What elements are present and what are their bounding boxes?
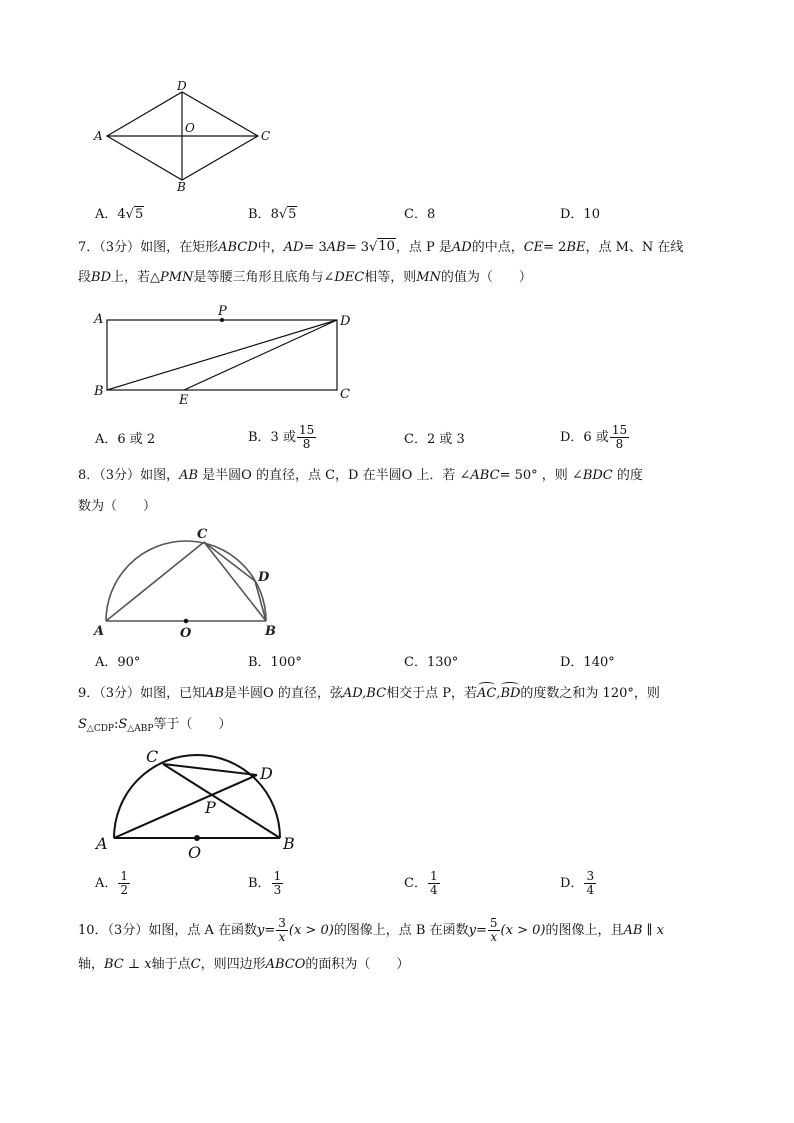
chord-ac <box>106 542 204 621</box>
label-d: D <box>177 80 187 93</box>
q9-option-a[interactable]: A． $\frac{1}{2}$ <box>95 869 129 897</box>
label-e: E <box>179 393 189 408</box>
figure-q7-rectangle <box>88 300 368 410</box>
figure-q8-semicircle <box>88 525 288 643</box>
label-a: A <box>94 624 105 639</box>
q9-option-b[interactable]: B． $\frac{1}{3}$ <box>248 869 282 897</box>
q8-option-b[interactable]: B．100° <box>248 655 302 670</box>
label-p: P <box>218 304 227 319</box>
label-b: B <box>177 180 186 194</box>
q10-stem-line2: 轴，BC ⊥ x轴于点C，则四边形ABCO的面积为（ ） <box>78 957 410 972</box>
q6-option-a[interactable]: A．4 √ 5 <box>95 207 144 222</box>
chord-cb <box>204 542 266 621</box>
semicircle-arc <box>106 541 266 621</box>
q10-stem-line1: 10．（3分）如图，点 A 在函数y= $\frac{3}{x}$ (x > 0)的图像上，点 B 在函数y= $\frac{5}{x}$ (x > 0)的图像上，且AB ∥ x <box>78 916 664 944</box>
label-d: D <box>260 764 273 783</box>
center-o <box>194 835 200 841</box>
q6-option-b[interactable]: B．8 √ 5 <box>248 207 297 222</box>
label-o: O <box>185 121 195 135</box>
q8-stem-line2: 数为（ ） <box>78 499 157 514</box>
q7-stem-line1: 7．（3分）如图，在矩形ABCD中，AD= 3AB= 3 √ 10 ，点 P 是AD的中点，CE= 2BE，点 M、N 在线 <box>78 239 684 255</box>
label-d: D <box>340 314 351 329</box>
label-b: B <box>94 384 104 399</box>
q7-option-d[interactable]: D．6 或 $\frac{15}{8}$ <box>560 423 628 451</box>
q6-option-c[interactable]: C．8 <box>404 207 436 222</box>
label-c: C <box>261 129 271 143</box>
q8-option-a[interactable]: A．90° <box>95 655 141 670</box>
label-c: C <box>340 387 350 402</box>
label-c: C <box>197 527 208 542</box>
figure-q9-semicircle <box>90 740 310 865</box>
figure-q6-rhombus <box>90 80 280 195</box>
label-p: P <box>205 798 216 817</box>
label-a: A <box>94 129 103 143</box>
label-b: B <box>283 834 295 853</box>
label-a: A <box>96 834 108 853</box>
label-b: B <box>265 624 276 639</box>
q7-option-c[interactable]: C．2 或 3 <box>404 432 465 447</box>
center-o <box>184 619 189 624</box>
label-c: C <box>146 747 159 766</box>
q8-option-c[interactable]: C．130° <box>404 655 459 670</box>
q8-option-d[interactable]: D．140° <box>560 655 615 670</box>
segment-ed <box>184 320 337 390</box>
segment-bd <box>107 320 337 390</box>
q8-stem-line1: 8．（3分）如图，AB 是半圆O 的直径，点 C，D 在半圆O 上．若 ∠ABC= 50° ，则 ∠BDC 的度 <box>78 468 643 483</box>
q6-option-d[interactable]: D．10 <box>560 207 600 222</box>
label-o: O <box>188 843 202 862</box>
q7-option-a[interactable]: A．6 或 2 <box>95 432 156 447</box>
q9-option-d[interactable]: D． $\frac{3}{4}$ <box>560 869 595 897</box>
q9-option-c[interactable]: C． $\frac{1}{4}$ <box>404 869 438 897</box>
label-d: D <box>258 570 270 585</box>
q9-stem-line1: 9．（3分）如图，已知AB是半圆O 的直径，弦AD,BC相交于点 P，若AC,BD的度数之和为 120°，则 <box>78 684 660 704</box>
chord-ad <box>114 775 257 838</box>
label-o: O <box>180 626 192 641</box>
q7-option-b[interactable]: B．3 或 $\frac{15}{8}$ <box>248 423 315 451</box>
label-a: A <box>94 312 104 327</box>
q7-stem-line2: 段BD上，若△PMN是等腰三角形且底角与∠DEC相等，则MN的值为（ ） <box>78 270 532 285</box>
q9-stem-line2: $S_{\triangle CDP}:S_{\triangle ABP}$等于（ ） <box>78 717 232 734</box>
